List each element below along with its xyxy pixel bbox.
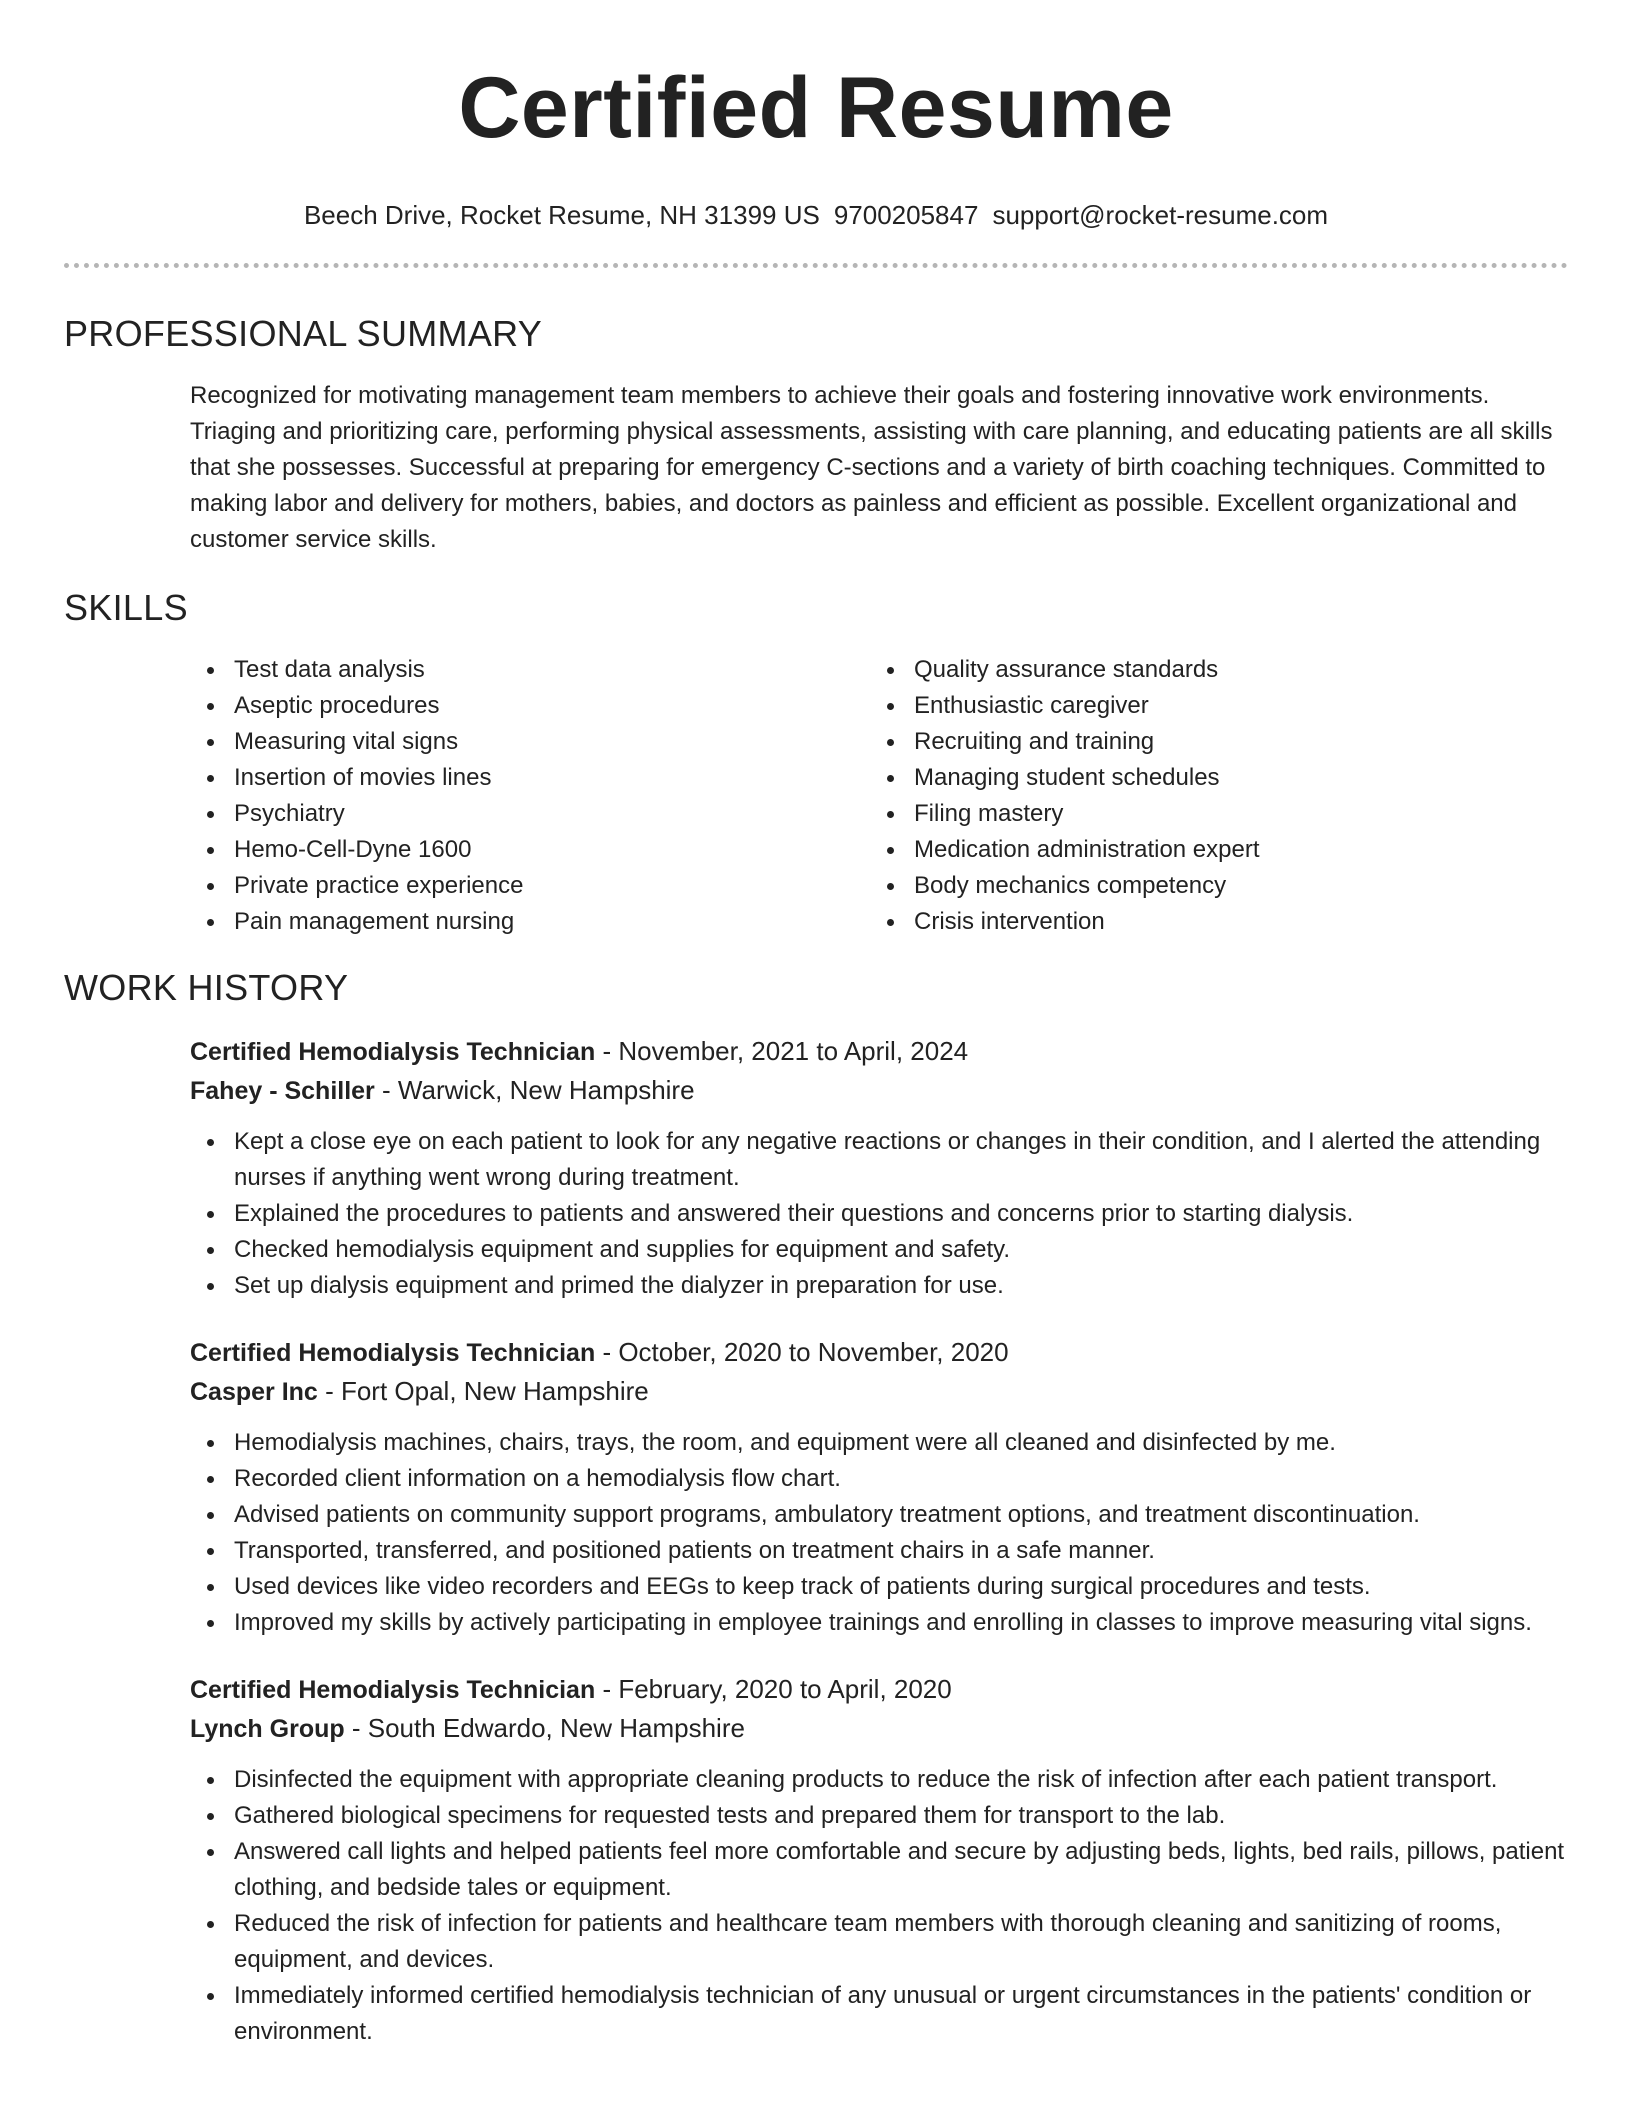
job-company: Fahey - Schiller xyxy=(190,1077,375,1105)
skill-item: Aseptic procedures xyxy=(190,688,870,724)
job-title-line xyxy=(190,1670,1572,1709)
job-dates: - February, 2020 to April, 2020 xyxy=(602,1674,952,1704)
skill-item: Filing mastery xyxy=(870,796,1550,832)
skill-item: Enthusiastic caregiver xyxy=(870,688,1550,724)
skill-item: Quality assurance standards xyxy=(870,652,1550,688)
contact-line xyxy=(0,200,1632,230)
skill-item: Test data analysis xyxy=(190,652,870,688)
skill-item: Pain management nursing xyxy=(190,904,870,940)
skill-item: Medication administration expert xyxy=(870,832,1550,868)
job-entry xyxy=(190,1333,1572,1641)
skill-item: Insertion of movies lines xyxy=(190,760,870,796)
job-duties xyxy=(190,1762,1572,2050)
job-duties xyxy=(190,1124,1572,1304)
job-company-line xyxy=(190,1372,1572,1411)
skill-item: Measuring vital signs xyxy=(190,724,870,760)
duty-item: Hemodialysis machines, chairs, trays, the room, and equipment were all cleaned and disinfected by me. xyxy=(190,1425,1572,1461)
job-company: Casper Inc xyxy=(190,1378,318,1406)
resume-name: Certified Resume xyxy=(458,60,1174,156)
job-location: - Warwick, New Hampshire xyxy=(382,1075,695,1105)
skill-item: Psychiatry xyxy=(190,796,870,832)
skill-item: Body mechanics competency xyxy=(870,868,1550,904)
duty-item: Disinfected the equipment with appropriate cleaning products to reduce the risk of infection after each patient transport. xyxy=(190,1762,1572,1798)
duty-item: Answered call lights and helped patients feel more comfortable and secure by adjusting beds, lights, bed rails, pillows, patient clothing, and bedside tales or equipment. xyxy=(190,1834,1572,1906)
skills-title: SKILLS xyxy=(64,587,188,628)
job-position: Certified Hemodialysis Technician xyxy=(190,1676,596,1704)
skill-item: Recruiting and training xyxy=(870,724,1550,760)
job-company: Lynch Group xyxy=(190,1715,345,1743)
duty-item: Explained the procedures to patients and answered their questions and concerns prior to starting dialysis. xyxy=(190,1196,1572,1232)
duty-item: Transported, transferred, and positioned patients on treatment chairs in a safe manner. xyxy=(190,1533,1572,1569)
contact-email: support@rocket-resume.com xyxy=(992,200,1329,230)
skills-column-right xyxy=(870,652,1550,940)
job-dates: - October, 2020 to November, 2020 xyxy=(602,1337,1009,1367)
work-history-title: WORK HISTORY xyxy=(64,967,349,1008)
job-company-line xyxy=(190,1709,1572,1748)
job-company-line xyxy=(190,1071,1572,1110)
contact-phone: 9700205847 xyxy=(833,200,979,230)
duty-item: Immediately informed certified hemodialysis technician of any unusual or urgent circumstances in the patients' condition or environment. xyxy=(190,1978,1572,2050)
contact-address: Beech Drive, Rocket Resume, NH 31399 US xyxy=(303,200,820,230)
job-duties xyxy=(190,1425,1572,1641)
duty-item: Kept a close eye on each patient to look for any negative reactions or changes in their condition, and I alerted the attending nurses if anything went wrong during treatment. xyxy=(190,1124,1572,1196)
skills-list xyxy=(190,652,1632,940)
duty-item: Checked hemodialysis equipment and supplies for equipment and safety. xyxy=(190,1232,1572,1268)
duty-item: Recorded client information on a hemodialysis flow chart. xyxy=(190,1461,1572,1497)
job-position: Certified Hemodialysis Technician xyxy=(190,1038,596,1066)
skill-item: Hemo-Cell-Dyne 1600 xyxy=(190,832,870,868)
job-dates: - November, 2021 to April, 2024 xyxy=(602,1036,969,1066)
duty-item: Reduced the risk of infection for patients and healthcare team members with thorough cleaning and sanitizing of rooms, equipment, and devices. xyxy=(190,1906,1572,1978)
job-location: - South Edwardo, New Hampshire xyxy=(351,1713,745,1743)
job-title-line xyxy=(190,1032,1572,1071)
job-position: Certified Hemodialysis Technician xyxy=(190,1339,596,1367)
skill-item: Crisis intervention xyxy=(870,904,1550,940)
duty-item: Used devices like video recorders and EEGs to keep track of patients during surgical procedures and tests. xyxy=(190,1569,1572,1605)
job-location: - Fort Opal, New Hampshire xyxy=(325,1376,649,1406)
duty-item: Improved my skills by actively participating in employee trainings and enrolling in classes to improve measuring vital signs. xyxy=(190,1605,1572,1641)
duty-item: Gathered biological specimens for requested tests and prepared them for transport to the lab. xyxy=(190,1798,1572,1834)
job-title-line xyxy=(190,1333,1572,1372)
job-entry xyxy=(190,1670,1572,2050)
skill-item: Private practice experience xyxy=(190,868,870,904)
summary-title: PROFESSIONAL SUMMARY xyxy=(64,313,543,354)
duty-item: Advised patients on community support programs, ambulatory treatment options, and treatment discontinuation. xyxy=(190,1497,1572,1533)
skill-item: Managing student schedules xyxy=(870,760,1550,796)
summary-text: Recognized for motivating management team members to achieve their goals and fostering innovative work environments. Triaging and prioritizing care, performing physical assessments, assisting with care planning, and educating patients are all skills that she possesses. Successful at preparing for emergency C-sections and a variety of birth coaching techniques. Committed to making labor and delivery for mothers, babies, and doctors as painless and efficient as possible. Excellent organizational and customer service skills. xyxy=(190,382,1553,553)
skills-column-left xyxy=(190,652,870,940)
duty-item: Set up dialysis equipment and primed the dialyzer in preparation for use. xyxy=(190,1268,1572,1304)
job-entry xyxy=(190,1032,1572,1304)
header-divider xyxy=(64,263,1568,268)
